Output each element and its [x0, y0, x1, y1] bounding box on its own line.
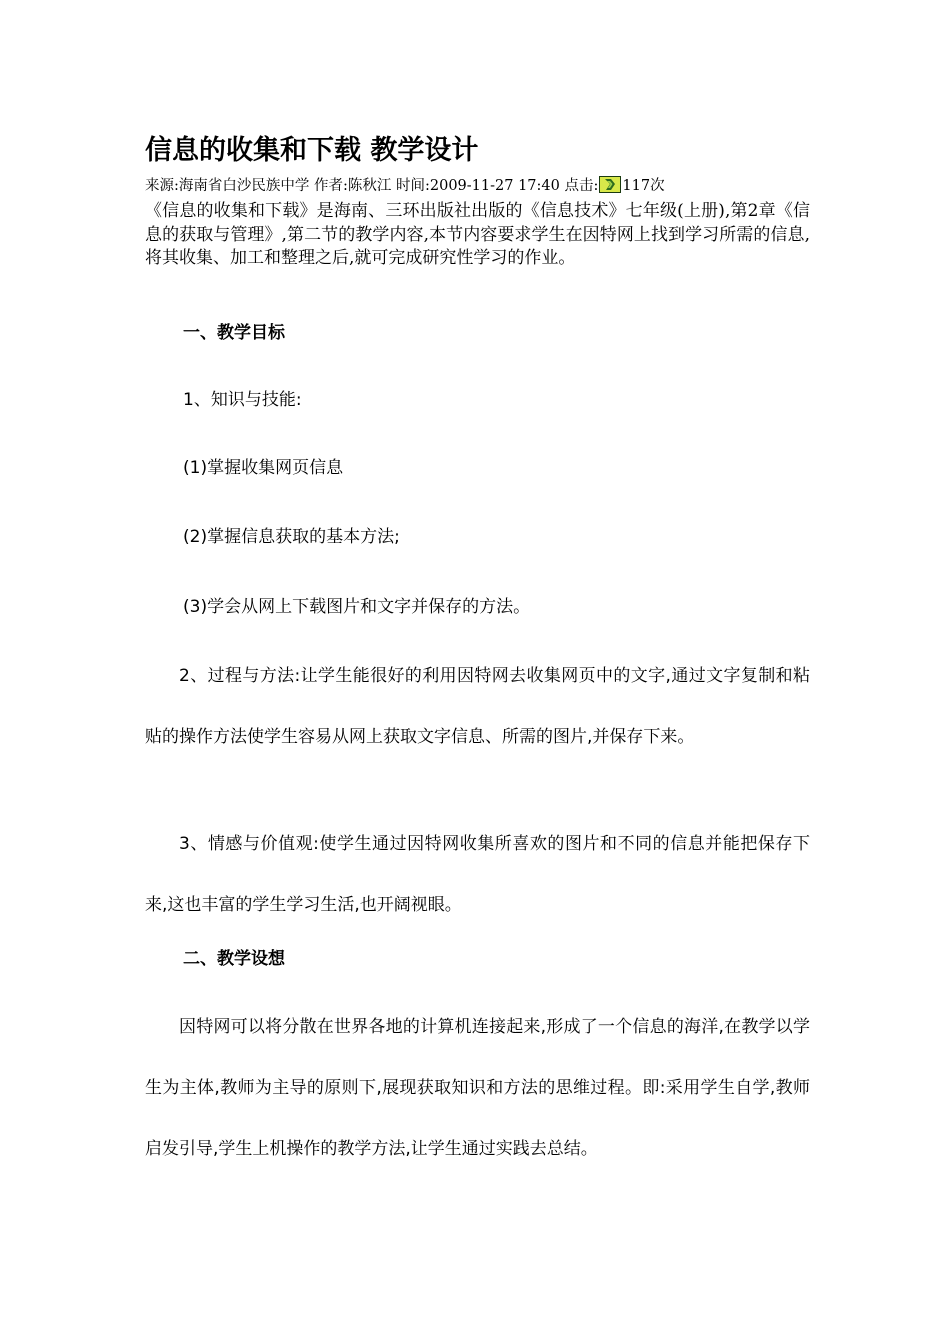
section-heading-objectives: 一、教学目标: [183, 323, 285, 343]
meta-source-author-time: 来源:海南省白沙民族中学 作者:陈秋江 时间:2009-11-27 17:40 点击:: [145, 178, 599, 194]
click-counter-icon: [599, 176, 621, 193]
click-count-unit: 次: [650, 178, 665, 194]
knowledge-skills-heading: 1、知识与技能:: [183, 390, 302, 410]
article-title: 信息的收集和下载 教学设计: [145, 135, 479, 166]
click-count: 117: [622, 178, 651, 194]
knowledge-item: (3)学会从网上下载图片和文字并保存的方法。: [183, 597, 531, 617]
article-meta: [145, 176, 665, 196]
knowledge-item: (1)掌握收集网页信息: [183, 458, 344, 478]
process-method-paragraph: 2、过程与方法:让学生能很好的利用因特网去收集网页中的文字,通过文字复制和粘贴的操作方法使学生容易从网上获取文字信息、所需的图片,并保存下来。: [145, 666, 810, 747]
intro-paragraph: 《信息的收集和下载》是海南、三环出版社出版的《信息技术》七年级(上册),第2章《信息的获取与管理》,第二节的教学内容,本节内容要求学生在因特网上找到学习所需的信息,将其收集、加工和整理之后,就可完成研究性学习的作业。: [145, 201, 810, 268]
knowledge-item: (2)掌握信息获取的基本方法;: [183, 527, 400, 547]
emotion-values-paragraph: 3、情感与价值观:使学生通过因特网收集所喜欢的图片和不同的信息并能把保存下来,这也丰富的学生学习生活,也开阔视眼。: [145, 834, 810, 915]
section-heading-design: 二、教学设想: [183, 949, 285, 969]
design-paragraph: 因特网可以将分散在世界各地的计算机连接起来,形成了一个信息的海洋,在教学以学生为主体,教师为主导的原则下,展现获取知识和方法的思维过程。即:采用学生自学,教师启发引导,学生上机操作的教学方法,让学生通过实践去总结。: [145, 1017, 810, 1159]
